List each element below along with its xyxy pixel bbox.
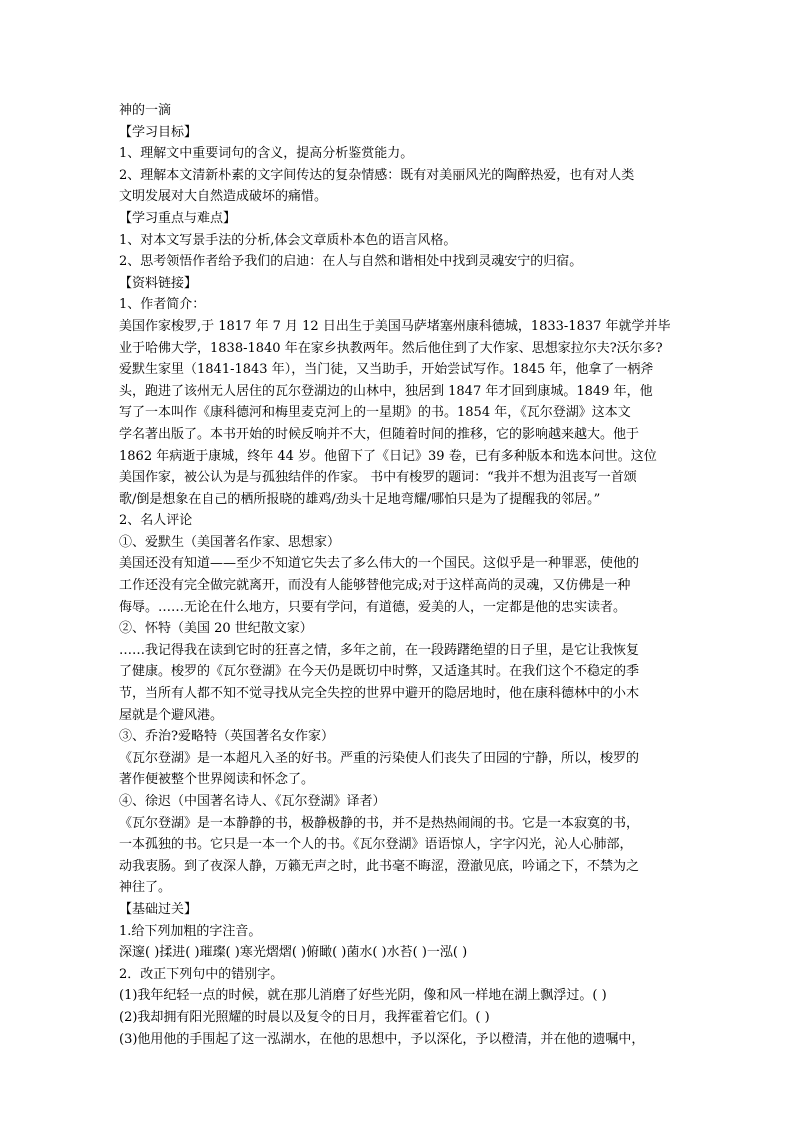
celebrity-comments-title: 2、名人评论	[119, 513, 193, 529]
bio-line: 美国作家梭罗,于 1817 年 7 月 12 日出生于美国马萨堵塞州康科德城，1833-1837 年就学并毕	[119, 318, 671, 334]
bio-line: 1862 年病逝于康城，终年 44 岁。他留下了《日记》39 卷，已有多种版本和选本问世。这位	[119, 448, 657, 464]
question-2-prompt: 2．改正下列句中的错别字。	[119, 966, 284, 982]
bio-line: 学名著出版了。本书开始的时候反响并不大，但随着时间的推移，它的影响越来越大。他于	[119, 426, 640, 442]
comment-3-heading: ③、乔治?爱略特（英国著名女作家）	[119, 729, 334, 745]
section-heading-basic: 【基础过关】	[119, 901, 198, 917]
comment-4-line: 神往了。	[119, 880, 172, 896]
comment-2-line: 节，当所有人都不知不觉寻找从完全失控的世界中避开的隐居地时，他在康科德林中的小木	[119, 686, 640, 702]
bio-line: 头，跑进了该州无人居住的瓦尔登湖边的山林中，独居到 1847 年才回到康城。1849 年，他	[119, 383, 653, 399]
section-heading-key-points: 【学习重点与难点】	[119, 210, 237, 226]
key-point-2: 2、思考领悟作者给予我们的启迪：在人与自然和谐相处中找到灵魂安宁的归宿。	[119, 254, 583, 270]
comment-4-line: 动我衷肠。到了夜深人静，万籁无声之时，此书毫不晦涩，澄澈见底，吟诵之下，不禁为之	[119, 858, 640, 874]
comment-1-line: 美国还没有知道——至少不知道它失去了多么伟大的一个国民。这似乎是一种罪恶，使他的	[119, 556, 640, 572]
question-1-prompt: 1.给下列加粗的字注音。	[119, 923, 262, 939]
key-point-1: 1、对本文写景手法的分析,体会文章质朴本色的语言风格。	[119, 232, 457, 248]
bio-line: 美国作家，被公认为是与孤独结伴的作家。 书中有梭罗的题词：“我并不想为沮丧写一首颂	[119, 470, 637, 486]
bio-line: 歌/倒是想象在自己的栖所报晓的雄鸡/劲头十足地弯耀/哪怕只是为了提醒我的邻居。”	[119, 491, 601, 507]
comment-4-line: 《瓦尔登湖》是一本静静的书，极静极静的书，并不是热热闹闹的书。它是一本寂寞的书，	[119, 815, 640, 831]
section-heading-references: 【资料链接】	[119, 275, 198, 291]
comment-2-line: 了健康。梭罗的《瓦尔登湖》在今天仍是既切中时弊，又适逢其时。在我们这个不稳定的季	[119, 664, 640, 680]
comment-2-heading: ②、怀特（美国 20 世纪散文家）	[119, 621, 313, 637]
document-title: 神的一滴	[119, 103, 172, 118]
document-page	[119, 100, 675, 1050]
comment-1-heading: ①、爱默生（美国著名作家、思想家）	[119, 534, 341, 550]
comment-4-line: 一本孤独的书。它只是一本一个人的书。《瓦尔登湖》语语惊人，字字闪光，沁人心肺部，	[119, 837, 633, 853]
comment-4-heading: ④、徐迟（中国著名诗人、《瓦尔登湖》译者）	[119, 794, 386, 809]
bio-line: 写了一本叫作《康科德河和梅里麦克河上的一星期》的书。1854 年，《瓦尔登湖》这本文	[119, 405, 631, 421]
comment-1-line: 工作还没有完全做完就离开，而没有人能够替他完成;对于这样高尚的灵魂，又仿佛是一种	[119, 578, 631, 594]
comment-1-line: 侮辱。……无论在什么地方，只要有学问，有道德，爱美的人，一定都是他的忠实读者。	[119, 599, 627, 615]
goal-item-2-line-2: 文明发展对大自然造成破坏的痛惜。	[119, 189, 328, 205]
comment-3-line: 《瓦尔登湖》是一本超凡入圣的好书。严重的污染使人们丧失了田园的宁静，所以，梭罗的	[119, 750, 640, 766]
goal-item-2-line-1: 2、理解本文清新朴素的文字间传达的复杂情感：既有对美丽风光的陶醉热爱，也有对人类	[119, 167, 635, 183]
comment-2-line: ……我记得我在读到它时的狂喜之情，多年之前，在一段踌躇绝望的日子里，是它让我恢复	[119, 642, 640, 658]
comment-3-line: 著作便被整个世界阅读和怀念了。	[119, 772, 315, 788]
section-heading-goals: 【学习目标】	[119, 124, 198, 140]
goal-item-1: 1、理解文中重要词句的含义，提高分析鉴赏能力。	[119, 146, 414, 162]
bio-line: 业于哈佛大学，1838-1840 年在家乡执教两年。然后他住到了大作家、思想家拉尔夫?沃尔多?	[119, 340, 663, 356]
question-2-item: (1)我年纪轻一点的时候，就在那儿消磨了好些光阴，像和风一样地在湖上飘浮过。( )	[119, 988, 607, 1004]
bio-line: 爱默生家里（1841-1843 年），当门徒，又当助手，开始尝试写作。1845 年，他拿了一柄斧	[119, 362, 654, 378]
question-1-items: 深邃( )揉进( )璀璨( )寒光熠熠( )俯瞰( )菌水( )水苔( )一泓( )	[119, 945, 468, 961]
question-2-item: (3)他用他的手围起了这一泓湖水，在他的思想中，予以深化，予以橙清，并在他的遗嘱中，	[119, 1031, 645, 1047]
comment-2-line: 屋就是个避风港。	[119, 707, 224, 723]
question-2-item: (2)我却拥有阳光照耀的时晨以及复令的日月，我挥霍着它们。( )	[119, 1009, 490, 1025]
author-bio	[119, 316, 675, 510]
author-intro-title: 1、作者简介：	[119, 297, 206, 313]
